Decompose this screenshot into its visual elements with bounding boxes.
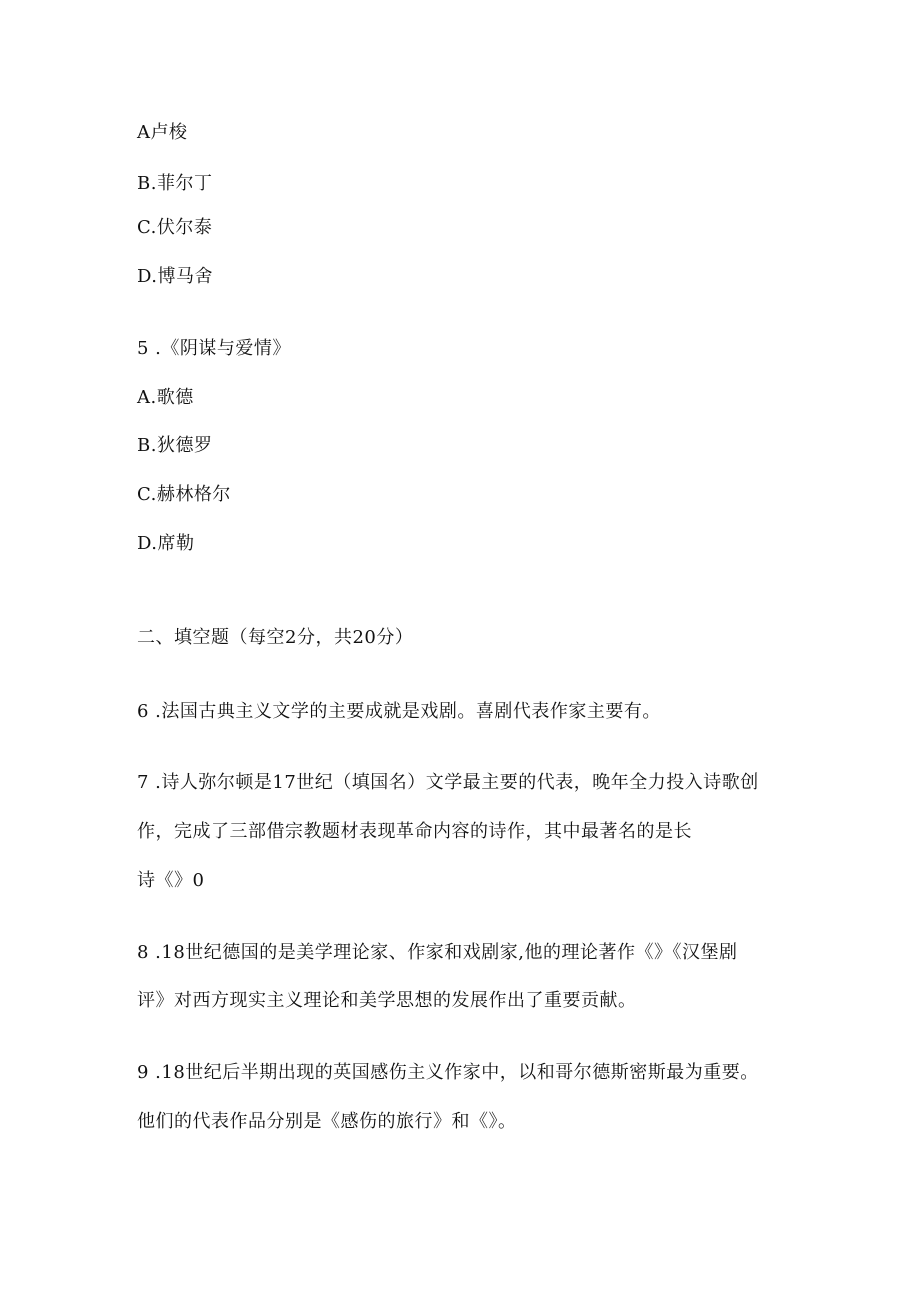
q5-option-d: D.席勒 [137, 533, 195, 554]
q8-line-1: 8 .18世纪德国的是美学理论家、作家和戏剧家,他的理论著作《》《汉堡剧 [137, 942, 738, 963]
q7-line-3: 诗《》0 [137, 870, 205, 891]
q5-option-b: B.狄德罗 [137, 435, 213, 456]
q8-line-2: 评》对西方现实主义理论和美学思想的发展作出了重要贡献。 [137, 990, 637, 1011]
section-title-fill-in: 二、填空题（每空2分，共20分） [137, 627, 414, 648]
q4-option-a: A卢梭 [137, 122, 188, 143]
q7-line-2: 作，完成了三部借宗教题材表现革命内容的诗作，其中最著名的是长 [137, 821, 692, 842]
q5-stem: 5 .《阴谋与爱情》 [137, 338, 291, 359]
q9-line-2: 他们的代表作品分别是《感伤的旅行》和《》。 [137, 1111, 517, 1132]
q5-option-c: C.赫林格尔 [137, 484, 231, 505]
q9-line-1: 9 .18世纪后半期出现的英国感伤主义作家中，以和哥尔德斯密斯最为重要。 [137, 1062, 759, 1083]
q7-line-1: 7 .诗人弥尔顿是17世纪（填国名）文学最主要的代表，晚年全力投入诗歌创 [137, 772, 759, 793]
q4-option-b: B.菲尔丁 [137, 173, 213, 194]
q6-line-1: 6 .法国古典主义文学的主要成就是戏剧。喜剧代表作家主要有。 [137, 701, 661, 722]
q4-option-c: C.伏尔泰 [137, 217, 213, 238]
q4-option-d: D.博马舍 [137, 266, 214, 287]
q5-option-a: A.歌德 [137, 387, 194, 408]
